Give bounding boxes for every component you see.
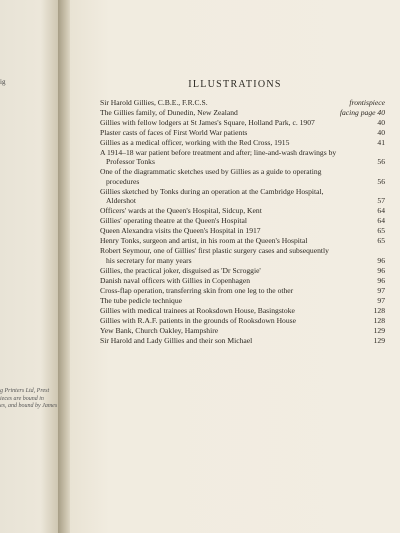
illustration-caption: Plaster casts of faces of First World War patients xyxy=(100,128,248,137)
illustration-page-ref: 128 xyxy=(373,305,385,315)
illustration-page-ref: 65 xyxy=(377,226,385,236)
illustration-caption: A 1914–18 war patient before treatment and after; line-and-wash drawings by Professor Tonks xyxy=(100,148,337,167)
left-page xyxy=(0,0,58,533)
illustration-caption: Gillies with fellow lodgers at St James's Square, Holland Park, c. 1907 xyxy=(100,118,315,127)
illustrations-list xyxy=(100,98,385,346)
illustration-caption: One of the diagrammatic sketches used by Gillies as a guide to operating procedures xyxy=(100,167,322,186)
illustration-page-ref: 128 xyxy=(373,315,385,325)
illustration-entry xyxy=(100,216,385,225)
illustration-caption: Cross-flap operation, transferring skin from one leg to the other xyxy=(100,285,294,295)
illustration-entry xyxy=(100,266,385,275)
illustration-caption: Gillies, the practical joker, disguised as 'Dr Scroggie' xyxy=(100,265,261,275)
illustration-caption: Gillies with R.A.F. patients in the grounds of Rooksdown House xyxy=(100,315,296,325)
illustration-page-ref: frontispiece xyxy=(349,98,385,107)
illustration-entry xyxy=(100,276,385,285)
illustration-entry xyxy=(100,246,385,265)
illustration-entry xyxy=(100,306,385,315)
illustration-page-ref: 97 xyxy=(377,285,385,295)
illustration-entry xyxy=(100,148,385,167)
illustration-page-ref: 129 xyxy=(373,325,385,335)
illustration-entry xyxy=(100,108,385,117)
illustration-caption: Gillies with medical trainees at Rooksdown House, Basingstoke xyxy=(100,305,295,315)
illustration-page-ref: 129 xyxy=(373,335,385,345)
illustration-page-ref: 56 xyxy=(377,176,385,186)
illustration-entry xyxy=(100,286,385,295)
illustration-page-ref: 64 xyxy=(377,216,385,226)
imprint-line: es, and bound by James xyxy=(0,403,58,409)
illustration-entry xyxy=(100,206,385,215)
illustration-entry xyxy=(100,336,385,345)
illustration-caption: Gillies as a medical officer, working with the Red Cross, 1915 xyxy=(100,138,290,147)
illustration-page-ref: 40 xyxy=(377,128,385,137)
illustration-entry xyxy=(100,296,385,305)
illustration-entry xyxy=(100,138,385,147)
imprint-line: g Printers Ltd, Prest xyxy=(0,388,50,394)
illustration-page-ref: 97 xyxy=(377,295,385,305)
left-page-text-fragment: ig xyxy=(0,78,6,86)
left-page-imprint xyxy=(0,388,58,411)
illustration-page-ref: 56 xyxy=(377,157,385,167)
illustration-page-ref: 96 xyxy=(377,255,385,265)
illustration-page-ref: facing page 40 xyxy=(339,108,385,117)
illustration-page-ref: 57 xyxy=(377,196,385,206)
illustration-page-ref: 40 xyxy=(377,118,385,127)
right-page xyxy=(70,0,400,533)
illustrations-heading: ILLUSTRATIONS xyxy=(188,79,282,90)
illustration-entry xyxy=(100,326,385,335)
illustration-caption: Robert Seymour, one of Gillies' first plastic surgery cases and subsequently his secretary for many years xyxy=(100,246,329,265)
illustration-caption: The tube pedicle technique xyxy=(100,295,183,305)
illustration-caption: Danish naval officers with Gillies in Copenhagen xyxy=(100,275,251,285)
illustration-page-ref: 96 xyxy=(377,275,385,285)
illustration-entry xyxy=(100,316,385,325)
illustration-caption: Yew Bank, Church Oakley, Hampshire xyxy=(100,325,219,335)
book-gutter xyxy=(58,0,70,533)
illustration-page-ref: 65 xyxy=(377,236,385,246)
illustration-entry xyxy=(100,128,385,137)
illustration-entry xyxy=(100,226,385,235)
illustration-entry xyxy=(100,118,385,127)
illustration-page-ref: 41 xyxy=(377,138,385,147)
illustration-caption: Gillies sketched by Tonks during an operation at the Cambridge Hospital, Aldershot xyxy=(100,186,324,206)
illustration-page-ref: 64 xyxy=(377,206,385,216)
illustration-caption: Officers' wards at the Queen's Hospital, Sidcup, Kent xyxy=(100,206,262,216)
illustration-entry xyxy=(100,187,385,206)
illustration-page-ref: 96 xyxy=(377,265,385,275)
illustration-caption: Sir Harold Gillies, C.B.E., F.R.C.S. xyxy=(100,98,208,107)
imprint-line: ieces are bound in xyxy=(0,395,44,402)
illustration-entry xyxy=(100,98,385,107)
illustration-caption: The Gillies family, of Dunedin, New Zealand xyxy=(100,108,238,117)
illustration-caption: Henry Tonks, surgeon and artist, in his room at the Queen's Hospital xyxy=(100,236,308,246)
illustration-entry xyxy=(100,236,385,245)
illustration-caption: Sir Harold and Lady Gillies and their son Michael xyxy=(100,335,253,345)
illustration-entry xyxy=(100,167,385,186)
illustration-caption: Gillies' operating theatre at the Queen's Hospital xyxy=(100,216,247,226)
illustration-caption: Queen Alexandra visits the Queen's Hospital in 1917 xyxy=(100,226,261,236)
